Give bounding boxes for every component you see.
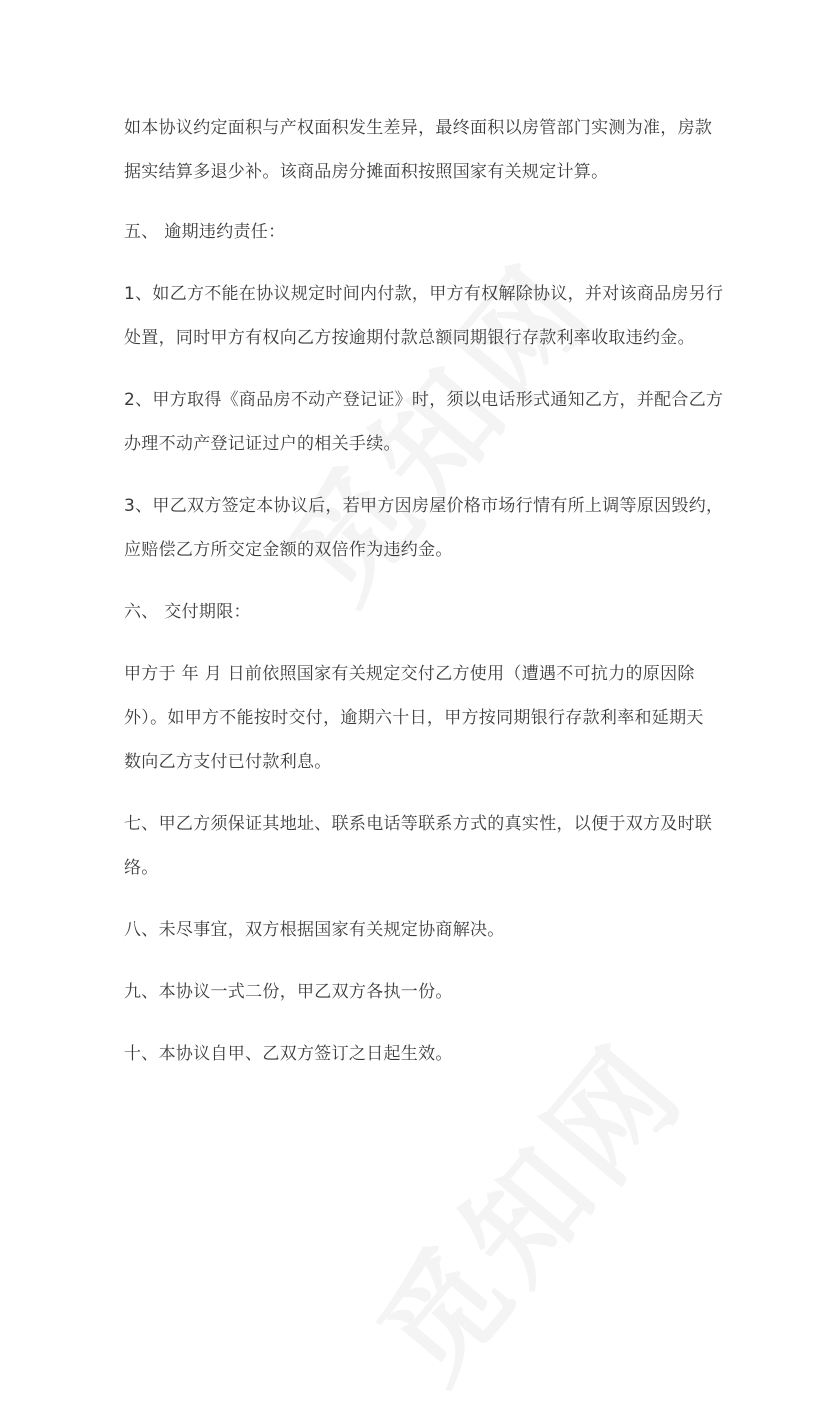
section-heading-5: 五、 逾期违约责任： [124,222,286,242]
clause-1-line-2: 处置，同时甲方有权向乙方按逾期付款总额同期银行存款利率收取违约金。 [124,328,695,348]
clause-2-line-2: 办理不动产登记证过户的相关手续。 [124,434,401,454]
delivery-line-2: 外）。如甲方不能按时交付，逾期六十日，甲方按同期银行存款利率和延期天 [124,708,704,728]
delivery-line-3: 数向乙方支付已付款利息。 [124,752,332,772]
clause-1-line-1: 1、如乙方不能在协议规定时间内付款，甲方有权解除协议，并对该商品房另行 [124,284,724,304]
paragraph-area-line-1: 如本协议约定面积与产权面积发生差异，最终面积以房管部门实测为准，房款 [124,118,713,138]
clause-2-line-1: 2、甲方取得《商品房不动产登记证》时，须以电话形式通知乙方，并配合乙方 [124,390,724,410]
clause-10: 十、本协议自甲、乙双方签订之日起生效。 [124,1044,453,1064]
clause-7-line-1: 七、甲乙方须保证其地址、联系电话等联系方式的真实性，以便于双方及时联 [124,814,713,834]
clause-9: 九、本协议一式二份，甲乙双方各执一份。 [124,982,453,1002]
section-heading-6: 六、 交付期限： [124,602,251,622]
delivery-line-1: 甲方于 年 月 日前依照国家有关规定交付乙方使用（遭遇不可抗力的原因除 [124,664,695,684]
clause-7-line-2: 络。 [124,858,159,878]
paragraph-area-line-2: 据实结算多退少补。该商品房分摊面积按照国家有关规定计算。 [124,162,609,182]
clause-8: 八、未尽事宜，双方根据国家有关规定协商解决。 [124,920,505,940]
watermark [244,221,626,630]
clause-3-line-2: 应赔偿乙方所交定金额的双倍作为违约金。 [124,540,453,560]
clause-3-line-1: 3、甲乙双方签定本协议后，若甲方因房屋价格市场行情有所上调等原因毁约， [124,496,724,516]
